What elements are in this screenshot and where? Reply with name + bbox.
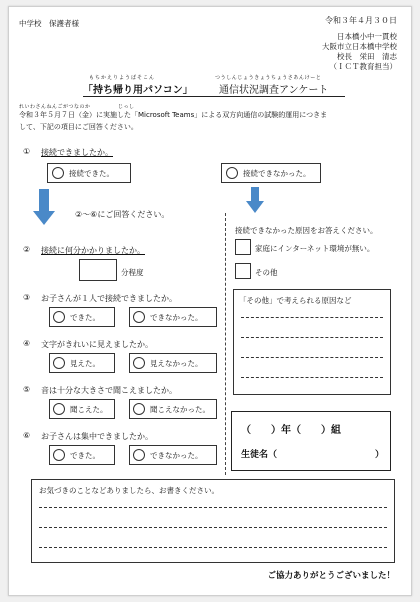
sender-school-2: 大阪市立日本橋中学校: [322, 42, 397, 51]
student-class-line[interactable]: （ ）年（ ）組: [241, 425, 341, 436]
title-ruby-left: もちかえりようぱそこん: [89, 75, 156, 81]
sender-department: （ＩＣＴ教育担当）: [329, 62, 397, 71]
column-divider: [225, 213, 226, 475]
cause-no-internet-label: 家庭にインターネット環境が無い。: [255, 244, 375, 253]
recipient-label: 中学校 保護者様: [19, 19, 79, 28]
student-name-close: ）: [375, 450, 385, 460]
q6-no-checkbox[interactable]: [133, 449, 145, 461]
student-name-label[interactable]: 生徒名（: [241, 450, 278, 460]
q3-yes-checkbox[interactable]: [53, 311, 65, 323]
other-cause-line-4: [241, 377, 383, 378]
q2-text: 接続に何分かかりましたか。: [41, 246, 145, 255]
q3-no-label: できなかった。: [150, 313, 203, 322]
q4-yes-label: 見えた。: [70, 359, 100, 368]
q4-text: 文字がきれいに見えましたか。: [41, 340, 153, 349]
right-col-heading: 接続できなかった原因をお答えください。: [235, 226, 378, 235]
footer-thanks: ご協力ありがとうございました！: [267, 571, 395, 581]
q1-yes-label: 接続できた。: [69, 169, 114, 178]
cause-other-checkbox[interactable]: [235, 263, 251, 279]
q5-yes-checkbox[interactable]: [53, 403, 65, 415]
comments-line-3: [39, 547, 387, 548]
q3-text: お子さんが１人で接続できましたか。: [41, 294, 177, 303]
cause-other-label: その他: [255, 268, 278, 277]
q1-go-to: ②～⑥にご回答ください。: [75, 210, 170, 219]
q6-number: ⑥: [23, 431, 31, 440]
q2-unit: 分程度: [121, 268, 144, 277]
sender-principal: 校長 栄田 清志: [337, 52, 397, 61]
q3-yes-label: できた。: [70, 313, 100, 322]
comments-prompt: お気づきのことなどありましたら、お書きください。: [39, 486, 219, 495]
comments-line-1: [39, 507, 387, 508]
q6-text: お子さんは集中できましたか。: [41, 432, 153, 441]
survey-page: [8, 6, 412, 596]
right-arrow-head: [246, 201, 264, 213]
q4-yes-checkbox[interactable]: [53, 357, 65, 369]
other-cause-label: 「その他」で考えられる原因など: [239, 296, 352, 305]
q1-no-label: 接続できなかった。: [243, 169, 311, 178]
other-cause-line-3: [241, 357, 383, 358]
page-title: 通信状況調査アンケート: [219, 85, 329, 96]
title-underline: [83, 96, 345, 97]
date-label: 令和３年４月３０日: [325, 16, 397, 25]
title-ruby-right: つうしんじょうきょうちょうさあんけーと: [215, 75, 322, 81]
sender-school-1: 日本橋小中一貫校: [337, 32, 397, 41]
comments-line-2: [39, 527, 387, 528]
q2-number: ②: [23, 245, 31, 254]
intro-line-1: 令和３年５月７日（金）に実施した「Microsoft Teams」による双方向通信の試験的運用につきま: [19, 111, 328, 119]
q5-number: ⑤: [23, 385, 31, 394]
intro-line-2: して、下記の項目にご回答ください。: [19, 123, 138, 131]
q4-no-label: 見えなかった。: [150, 359, 203, 368]
q5-no-checkbox[interactable]: [133, 403, 145, 415]
other-cause-line-1: [241, 317, 383, 318]
q1-no-checkbox[interactable]: [226, 167, 238, 179]
q3-number: ③: [23, 293, 31, 302]
q6-yes-checkbox[interactable]: [53, 449, 65, 461]
q1-yes-checkbox[interactable]: [52, 167, 64, 179]
q2-minutes-input[interactable]: [79, 259, 117, 281]
intro-ruby: れいわさんねんごがつなのか じっし: [19, 104, 135, 110]
other-cause-line-2: [241, 337, 383, 338]
left-arrow-head: [33, 211, 55, 225]
q6-no-label: できなかった。: [150, 451, 203, 460]
cause-no-internet-checkbox[interactable]: [235, 239, 251, 255]
title-quote: 「持ち帰り用パソコン」: [83, 85, 193, 96]
left-arrow-shaft: [39, 189, 49, 211]
q5-text: 音は十分な大きさで聞こえましたか。: [41, 386, 177, 395]
q4-number: ④: [23, 339, 31, 348]
q3-no-checkbox[interactable]: [133, 311, 145, 323]
q1-text: 接続できましたか。: [41, 148, 113, 157]
right-arrow-shaft: [251, 187, 259, 201]
q4-no-checkbox[interactable]: [133, 357, 145, 369]
q5-yes-label: 聞こえた。: [70, 405, 108, 414]
q1-number: ①: [23, 147, 31, 156]
q5-no-label: 聞こえなかった。: [150, 405, 210, 414]
q6-yes-label: できた。: [70, 451, 100, 460]
student-info-box: [231, 411, 391, 471]
